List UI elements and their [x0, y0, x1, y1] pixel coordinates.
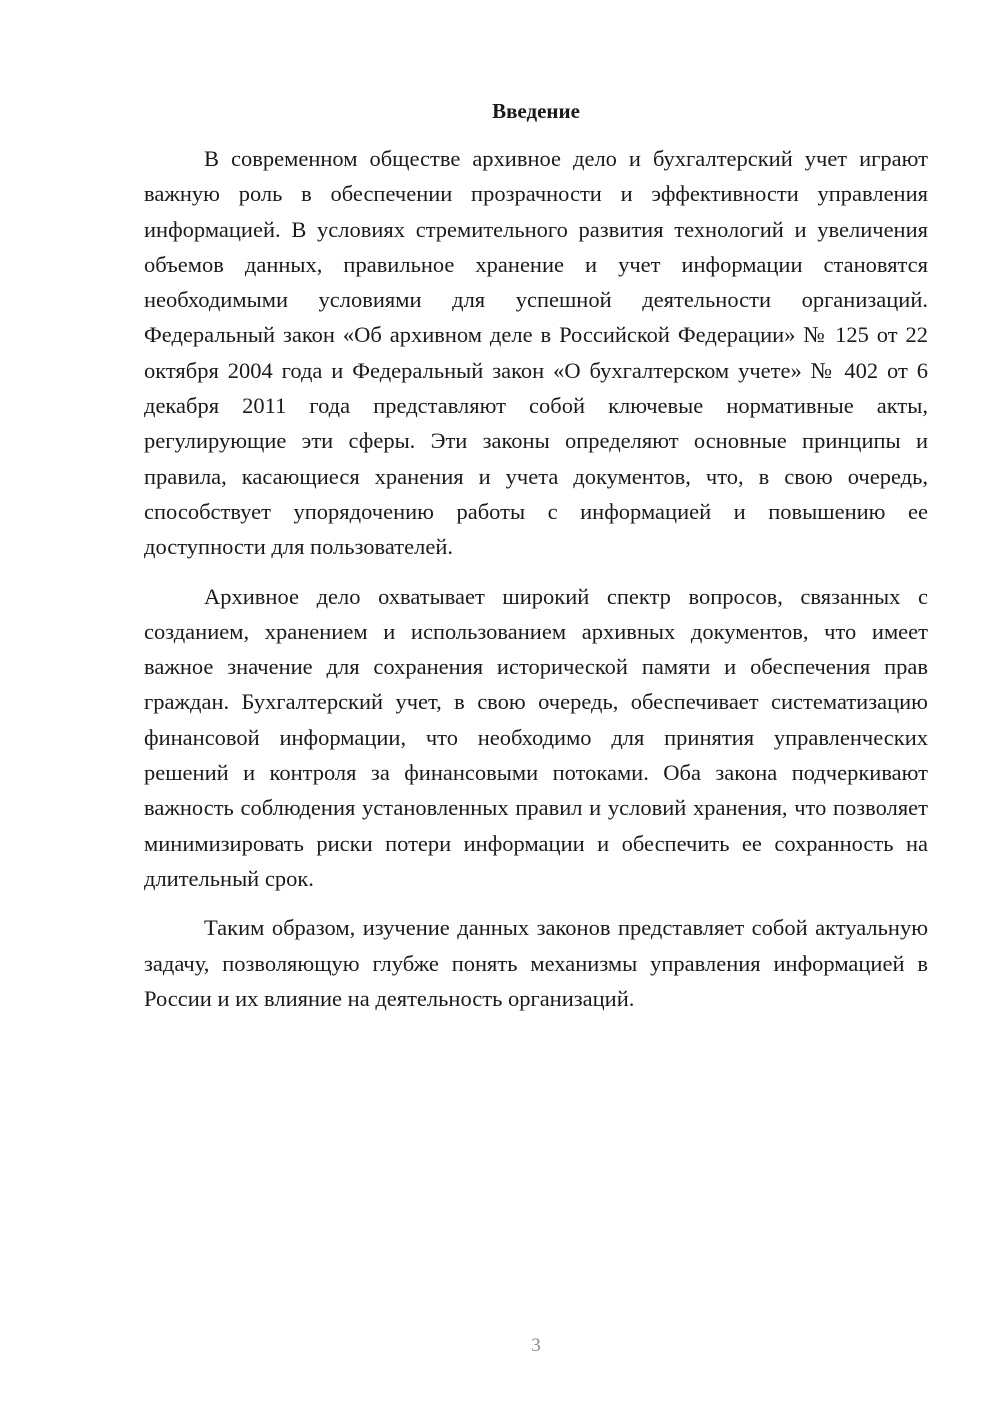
page-number: 3 [531, 1335, 541, 1356]
section-heading: Введение [492, 99, 580, 123]
paragraph: В современном обществе архивное дело и бухгалтерский учет играют важную роль в обеспечении прозрачности и эффективности управления информацией. В условиях стремительного развития технологий и увеличения объемов данных, правильное хранение и учет информации становятся необходимыми условиями для успешной деятельности организаций. Федеральный закон «Об архивном деле в Российской Федерации» № 125 от 22 октября 2004 года и Федеральный закон «О бухгалтерском учете» № 402 от 6 декабря 2011 года представляют собой ключевые нормативные акты, регулирующие эти сферы. Эти законы определяют основные принципы и правила, касающиеся хранения и учета документов, что, в свою очередь, способствует упорядочению работы с информацией и повышению ее доступности для пользователей. [144, 146, 928, 560]
body-text [144, 141, 928, 1030]
paragraph: Таким образом, изучение данных законов представляет собой актуальную задачу, позволяющую глубже понять механизмы управления информацией в России и их влияние на деятельность организаций. [144, 915, 928, 1011]
paragraph: Архивное дело охватывает широкий спектр вопросов, связанных с созданием, хранением и использованием архивных документов, что имеет важное значение для сохранения исторической памяти и обеспечения прав граждан. Бухгалтерский учет, в свою очередь, обеспечивает систематизацию финансовой информации, что необходимо для принятия управленческих решений и контроля за финансовыми потоками. Оба закона подчеркивают важность соблюдения установленных правил и условий хранения, что позволяет минимизировать риски потери информации и обеспечить ее сохранность на длительный срок. [144, 583, 928, 891]
